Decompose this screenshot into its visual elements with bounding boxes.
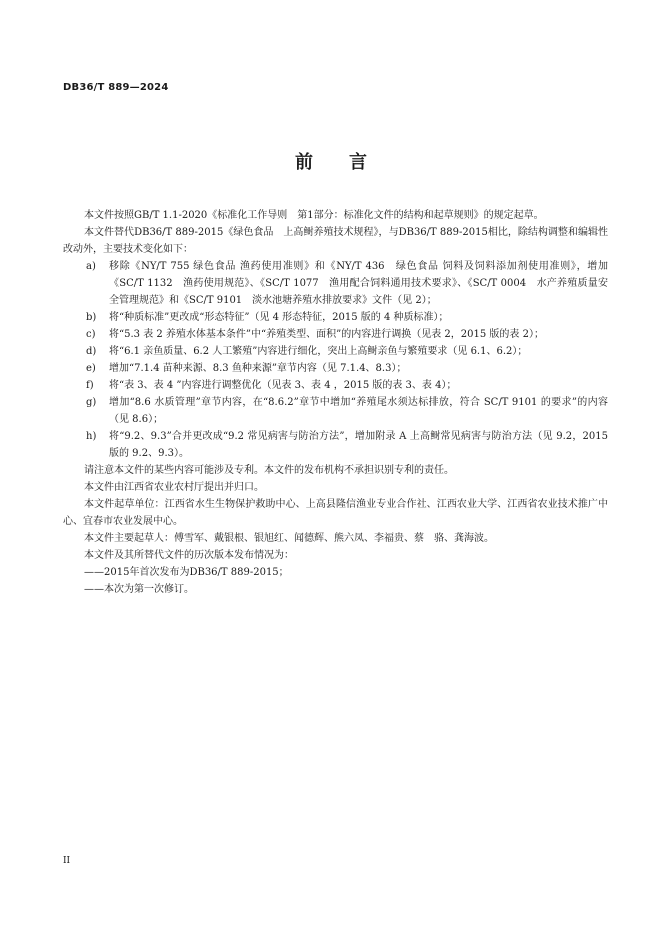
list-item-text: 将“5.3 表 2 养殖水体基本条件”中“养殖类型、面积”的内容进行调换（见表 2，2015 版的表 2）； bbox=[109, 329, 544, 340]
history-item: ——2015年首次发布为DB36/T 889-2015； bbox=[84, 567, 289, 578]
list-item bbox=[63, 309, 608, 326]
list-marker: b) bbox=[86, 312, 97, 323]
list-marker: d) bbox=[86, 346, 97, 357]
list-item bbox=[63, 326, 608, 343]
history-item: ——本次为第一次修订。 bbox=[84, 584, 194, 595]
list-item bbox=[63, 343, 608, 360]
list-item bbox=[63, 360, 608, 377]
list-marker: c) bbox=[86, 329, 96, 340]
page-number: II bbox=[63, 856, 71, 866]
list-item-text: 增加“8.6 水质管理”章节内容，在“8.6.2”章节中增加“养殖尾水须达标排放，符合 SC/T 9101 的要求”的内容（见 8.6）； bbox=[109, 397, 608, 425]
paragraph-history-intro: 本文件及其所替代文件的历次版本发布情况为： bbox=[84, 550, 294, 561]
list-marker: e) bbox=[86, 363, 96, 374]
list-item-text: 将“9.2、9.3”合并更改成“9.2 常见病害与防治方法”，增加附录 A 上高鲥常见病害与防治方法（见 9.2，2015 版的 9.2、9.3）。 bbox=[109, 431, 608, 459]
paragraph-proposer: 本文件由江西省农业农村厅提出并归口。 bbox=[84, 482, 264, 493]
paragraph-drafting-units: 本文件起草单位：江西省水生生物保护救助中心、上高县隆信渔业专业合作社、江西农业大学、江西省农业技术推广中心、宜春市农业发展中心。 bbox=[63, 499, 608, 527]
document-code: DB36/T 889—2024 bbox=[63, 82, 169, 93]
list-item-text: 将“6.1 亲鱼质量、6.2 人工繁殖”内容进行细化，突出上高鲥亲鱼与繁殖要求（见 6.1、6.2）； bbox=[109, 346, 528, 357]
list-item bbox=[63, 377, 608, 394]
list-item-text: 将“表 3、表 4 ”内容进行调整优化（见表 3、表 4 ，2015 版的表 3、表 4）； bbox=[109, 380, 457, 391]
page-title: 前 言 bbox=[295, 152, 367, 173]
list-item-text: 将“种质标准”更改成“形态特征”（见 4 形态特征，2015 版的 4 种质标准）； bbox=[109, 312, 449, 323]
paragraph-drafters: 本文件主要起草人：傅雪军、戴银根、银旭红、闻德辉、熊六凤、李福贵、蔡 骆、龚海波。 bbox=[84, 533, 494, 544]
list-item bbox=[63, 428, 608, 462]
list-marker: h) bbox=[86, 431, 97, 442]
list-item-text: 增加“7.1.4 苗种来源、8.3 鱼种来源”章节内容（见 7.1.4、8.3）； bbox=[109, 363, 407, 374]
list-item-text: 移除《NY/T 755 绿色食品 渔药使用准则》和《NY/T 436 绿色食品 饲料及饲料添加剂使用准则》，增加《SC/T 1132 渔药使用规范》、《SC/T 1077 渔用配合饲料通用技术要求》、《SC/T 0004 水产养殖质量安全管理规范》和《SC/T 9101 淡水池塘养殖水排放要求》文件（见 2）； bbox=[109, 261, 608, 306]
list-item bbox=[63, 394, 608, 428]
paragraph-drafting-basis: 本文件按照GB/T 1.1-2020《标准化工作导则 第1部分：标准化文件的结构和起草规则》的规定起草。 bbox=[84, 210, 544, 221]
paragraph-replacement: 本文件替代DB36/T 889-2015《绿色食品 上高鲥养殖技术规程》，与DB36/T 889-2015相比，除结构调整和编辑性改动外，主要技术变化如下： bbox=[63, 227, 608, 255]
list-marker: a) bbox=[86, 261, 96, 272]
list-marker: f) bbox=[86, 380, 94, 391]
list-item bbox=[63, 258, 608, 309]
paragraph-patent-notice: 请注意本文件的某些内容可能涉及专利。本文件的发布机构不承担识别专利的责任。 bbox=[84, 465, 454, 476]
foreword-body bbox=[63, 207, 608, 598]
list-marker: g) bbox=[86, 397, 97, 408]
